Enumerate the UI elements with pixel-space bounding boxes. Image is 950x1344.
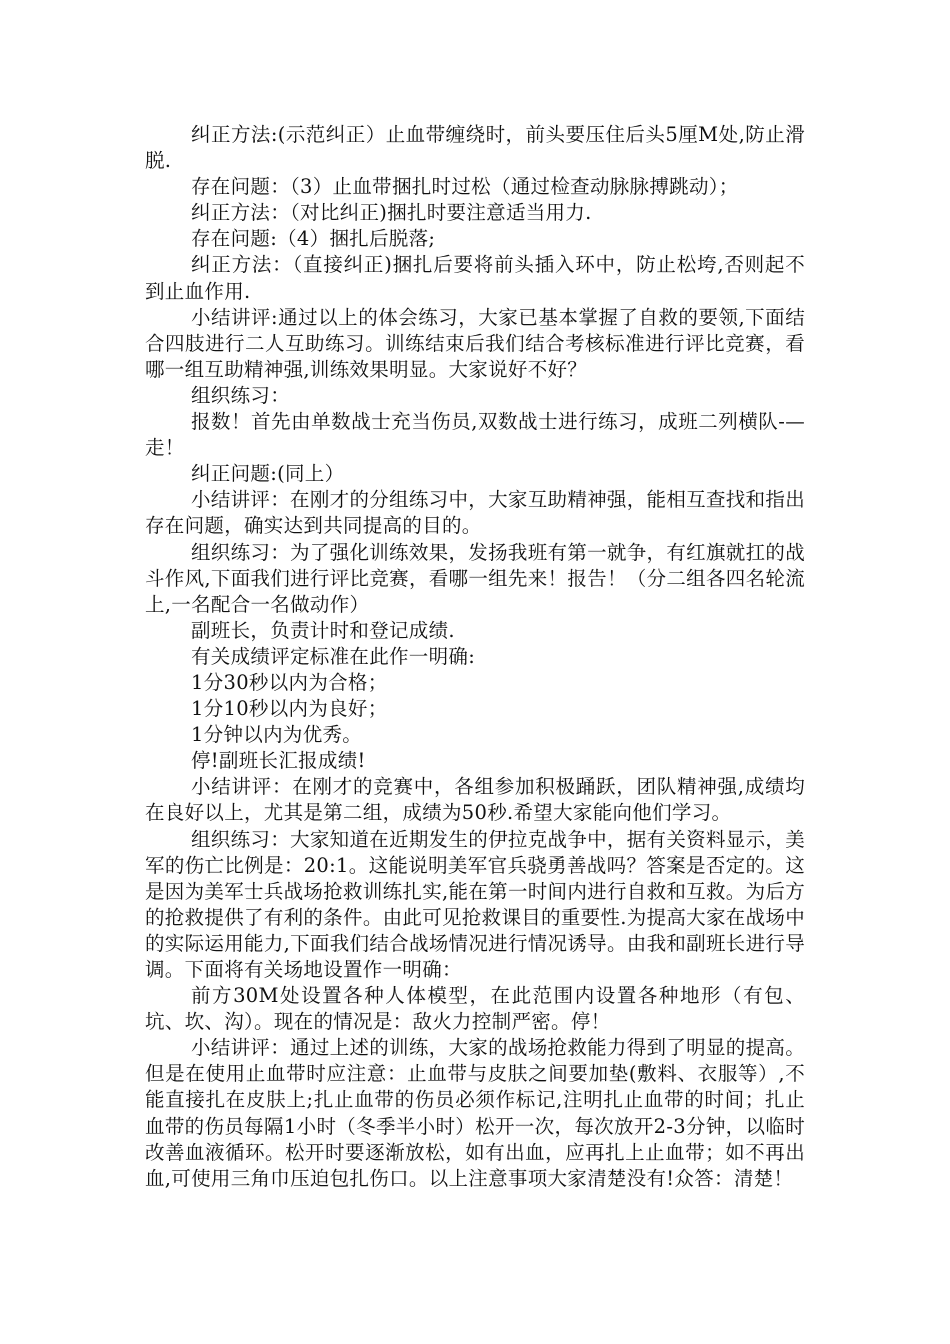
document-body	[145, 122, 805, 1192]
paragraph: 纠正问题:(同上）	[191, 462, 345, 486]
paragraph: 存在问题:（4）捆扎后脱落;	[191, 227, 436, 251]
paragraph: 组织练习：大家知道在近期发生的伊拉克战争中，据有关资料显示，美军的伤亡比例是：20:1。这能说明美军官兵骁勇善战吗？答案是否定的。这是因为美军士兵战场抢救训练扎实,能在第一时间内进行自救和互救。为后方的抢救提供了有利的条件。由此可见抢救课目的重要性.为提高大家在战场中的实际运用能力,下面我们结合战场情况进行情况诱导。由我和副班长进行导调。下面将有关场地设置作一明确：	[145, 827, 805, 981]
paragraph: 纠正方法:(示范纠正）止血带缠绕时，前头要压住后头5厘M处,防止滑脱.	[145, 123, 805, 173]
paragraph: 纠正方法：（对比纠正)捆扎时要注意适当用力.	[191, 201, 592, 225]
paragraph: 报数！首先由单数战士充当伤员,双数战士进行练习，成班二列横队-—走！	[145, 410, 805, 460]
paragraph: 1分钟以内为优秀。	[191, 723, 363, 747]
paragraph: 前方30M处设置各种人体模型，在此范围内设置各种地形（有包、坑、坎、沟）。现在的情况是：敌火力控制严密。停！	[145, 984, 805, 1034]
paragraph: 1分10秒以内为良好；	[191, 697, 388, 721]
paragraph: 副班长，负责计时和登记成绩.	[191, 618, 455, 642]
paragraph: 停!副班长汇报成绩!	[191, 749, 366, 773]
paragraph: 组织练习：为了强化训练效果，发扬我班有第一就争，有红旗就扛的战斗作风,下面我们进行评比竞赛，看哪一组先来！报告！（分二组各四名轮流上,一名配合一名做动作）	[145, 540, 805, 616]
paragraph: 小结讲评:通过以上的体会练习，大家已基本掌握了自救的要领,下面结合四肢进行二人互助练习。训练结束后我们结合考核标准进行评比竞赛，看哪一组互助精神强,训练效果明显。大家说好不好？	[145, 305, 805, 381]
paragraph: 存在问题：（3）止血带捆扎时过松（通过检查动脉脉搏跳动）；	[191, 175, 739, 199]
paragraph: 有关成绩评定标准在此作一明确:	[191, 644, 476, 668]
paragraph: 小结讲评：在刚才的竞赛中，各组参加积极踊跃，团队精神强,成绩均在良好以上，尤其是第二组，成绩为50秒.希望大家能向他们学习。	[145, 775, 805, 825]
paragraph: 1分30秒以内为合格；	[191, 670, 388, 694]
paragraph: 小结讲评：通过上述的训练，大家的战场抢救能力得到了明显的提高。但是在使用止血带时应注意：止血带与皮肤之间要加垫(敷料、衣服等）,不能直接扎在皮肤上;扎止血带的伤员必须作标记,注明扎止血带的时间；扎止血带的伤员每隔1小时（冬季半小时）松开一次，每次放开2-3分钟，以临时改善血液循环。松开时要逐渐放松，如有出血，应再扎上止血带；如不再出血,可使用三角巾压迫包扎伤口。以上注意事项大家清楚没有!众答：清楚！	[145, 1036, 805, 1190]
paragraph: 纠正方法：（直接纠正)捆扎后要将前头插入环中，防止松垮,否则起不到止血作用.	[145, 253, 805, 303]
paragraph: 小结讲评：在刚才的分组练习中，大家互助精神强，能相互查找和指出存在问题，确实达到共同提高的目的。	[145, 488, 805, 538]
paragraph: 组织练习：	[191, 383, 291, 407]
